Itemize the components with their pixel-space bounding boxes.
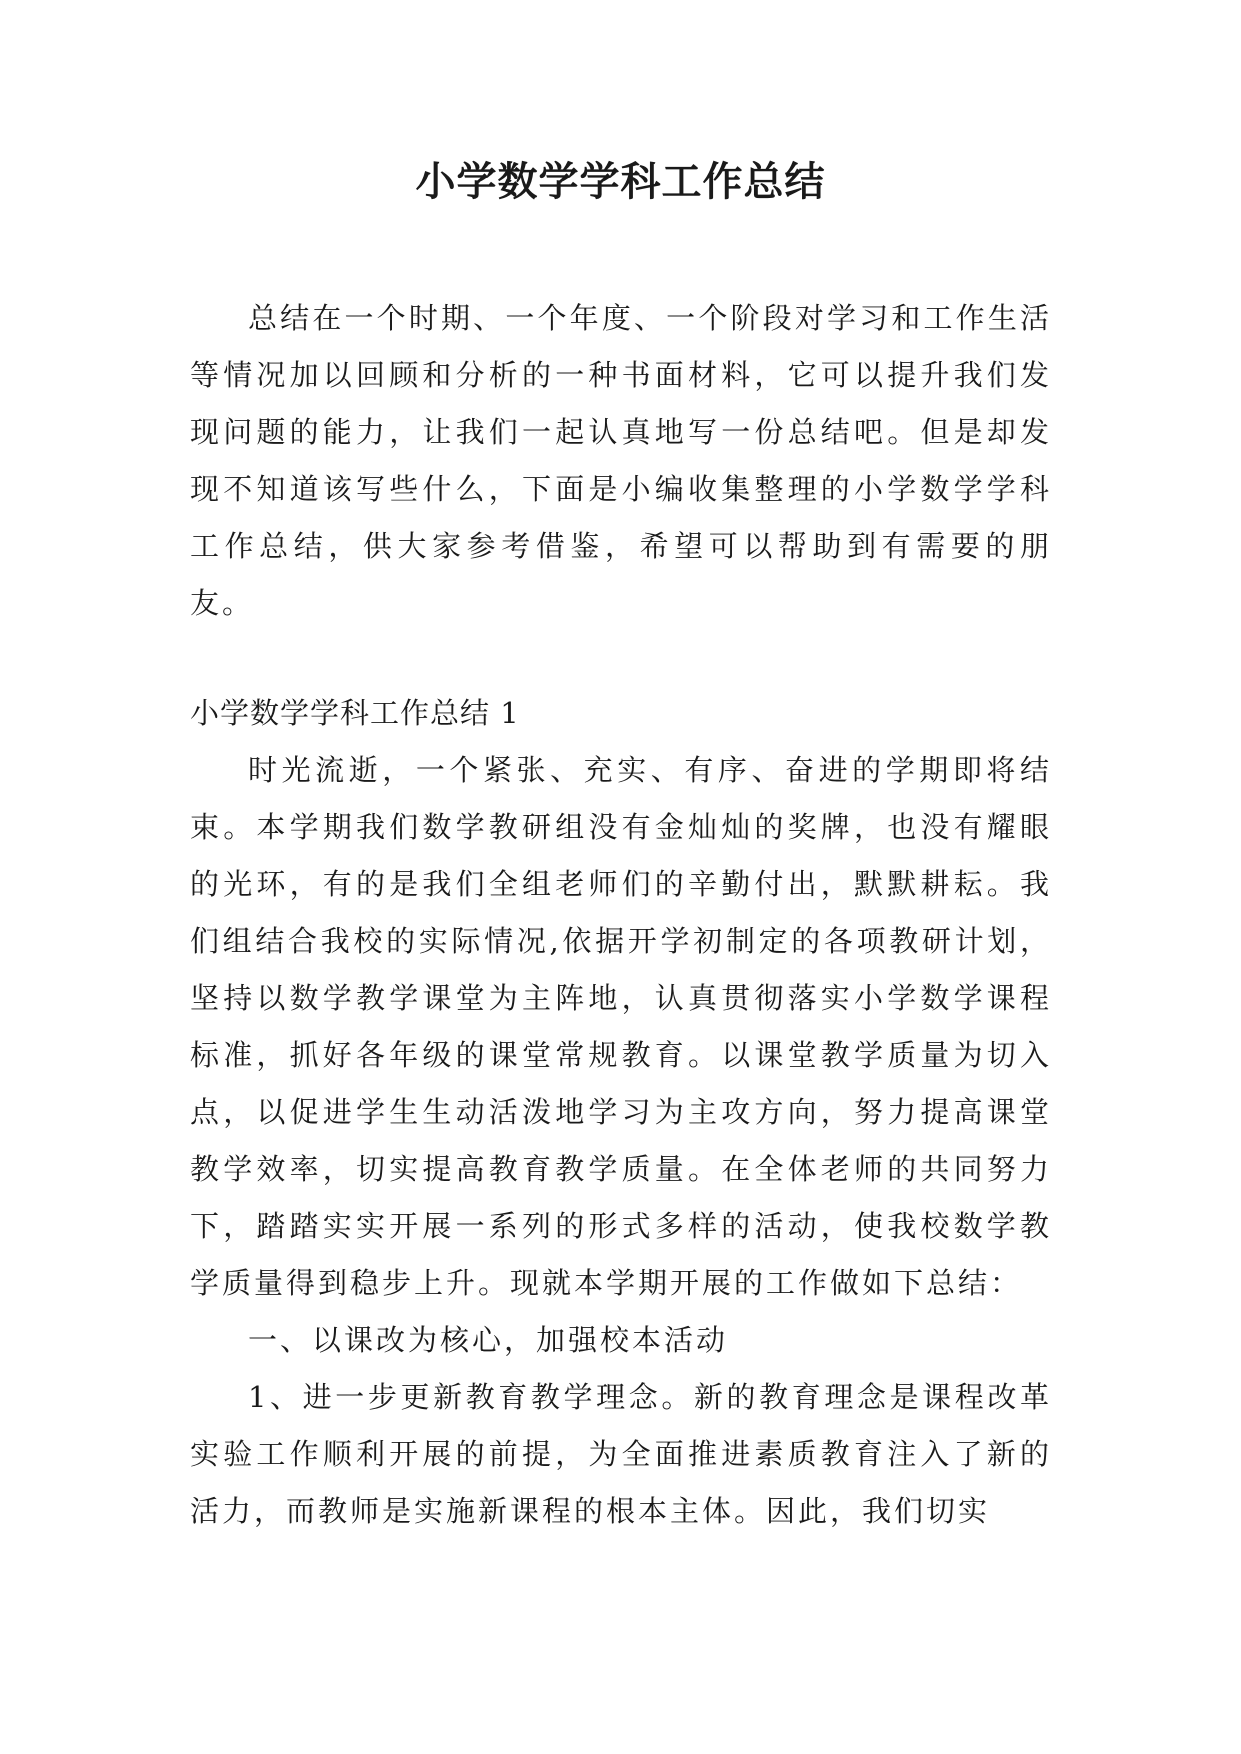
- body-paragraph: 时光流逝，一个紧张、充实、有序、奋进的学期即将结束。本学期我们数学教研组没有金灿灿的奖牌，也没有耀眼的光环，有的是我们全组老师们的辛勤付出，默默耕耘。我们组结合我校的实际情况,依据开学初制定的各项教研计划，坚持以数学教学课堂为主阵地，认真贯彻落实小学数学课程标准，抓好各年级的课堂常规教育。以课堂教学质量为切入点，以促进学生生动活泼地学习为主攻方向，努力提高课堂教学效率，切实提高教育教学质量。在全体老师的共同努力下，踏踏实实开展一系列的形式多样的活动，使我校数学教学质量得到稳步上升。现就本学期开展的工作做如下总结：: [190, 753, 1052, 1300]
- document-body: [190, 290, 1052, 1540]
- document-title: 小学数学学科工作总结: [415, 158, 826, 205]
- intro-paragraph: 总结在一个时期、一个年度、一个阶段对学习和工作生活等情况加以回顾和分析的一种书面材料，它可以提升我们发现问题的能力，让我们一起认真地写一份总结吧。但是却发现不知道该写些什么，下面是小编收集整理的小学数学学科工作总结，供大家参考借鉴，希望可以帮助到有需要的朋友。: [190, 301, 1052, 620]
- section-heading: 小学数学学科工作总结 1: [190, 696, 520, 730]
- subheading-paragraph: 一、以课改为核心，加强校本活动: [248, 1323, 729, 1357]
- body-paragraph: 1、进一步更新教育教学理念。新的教育理念是课程改革实验工作顺利开展的前提，为全面推进素质教育注入了新的活力，而教师是实施新课程的根本主体。因此，我们切实: [190, 1380, 1052, 1528]
